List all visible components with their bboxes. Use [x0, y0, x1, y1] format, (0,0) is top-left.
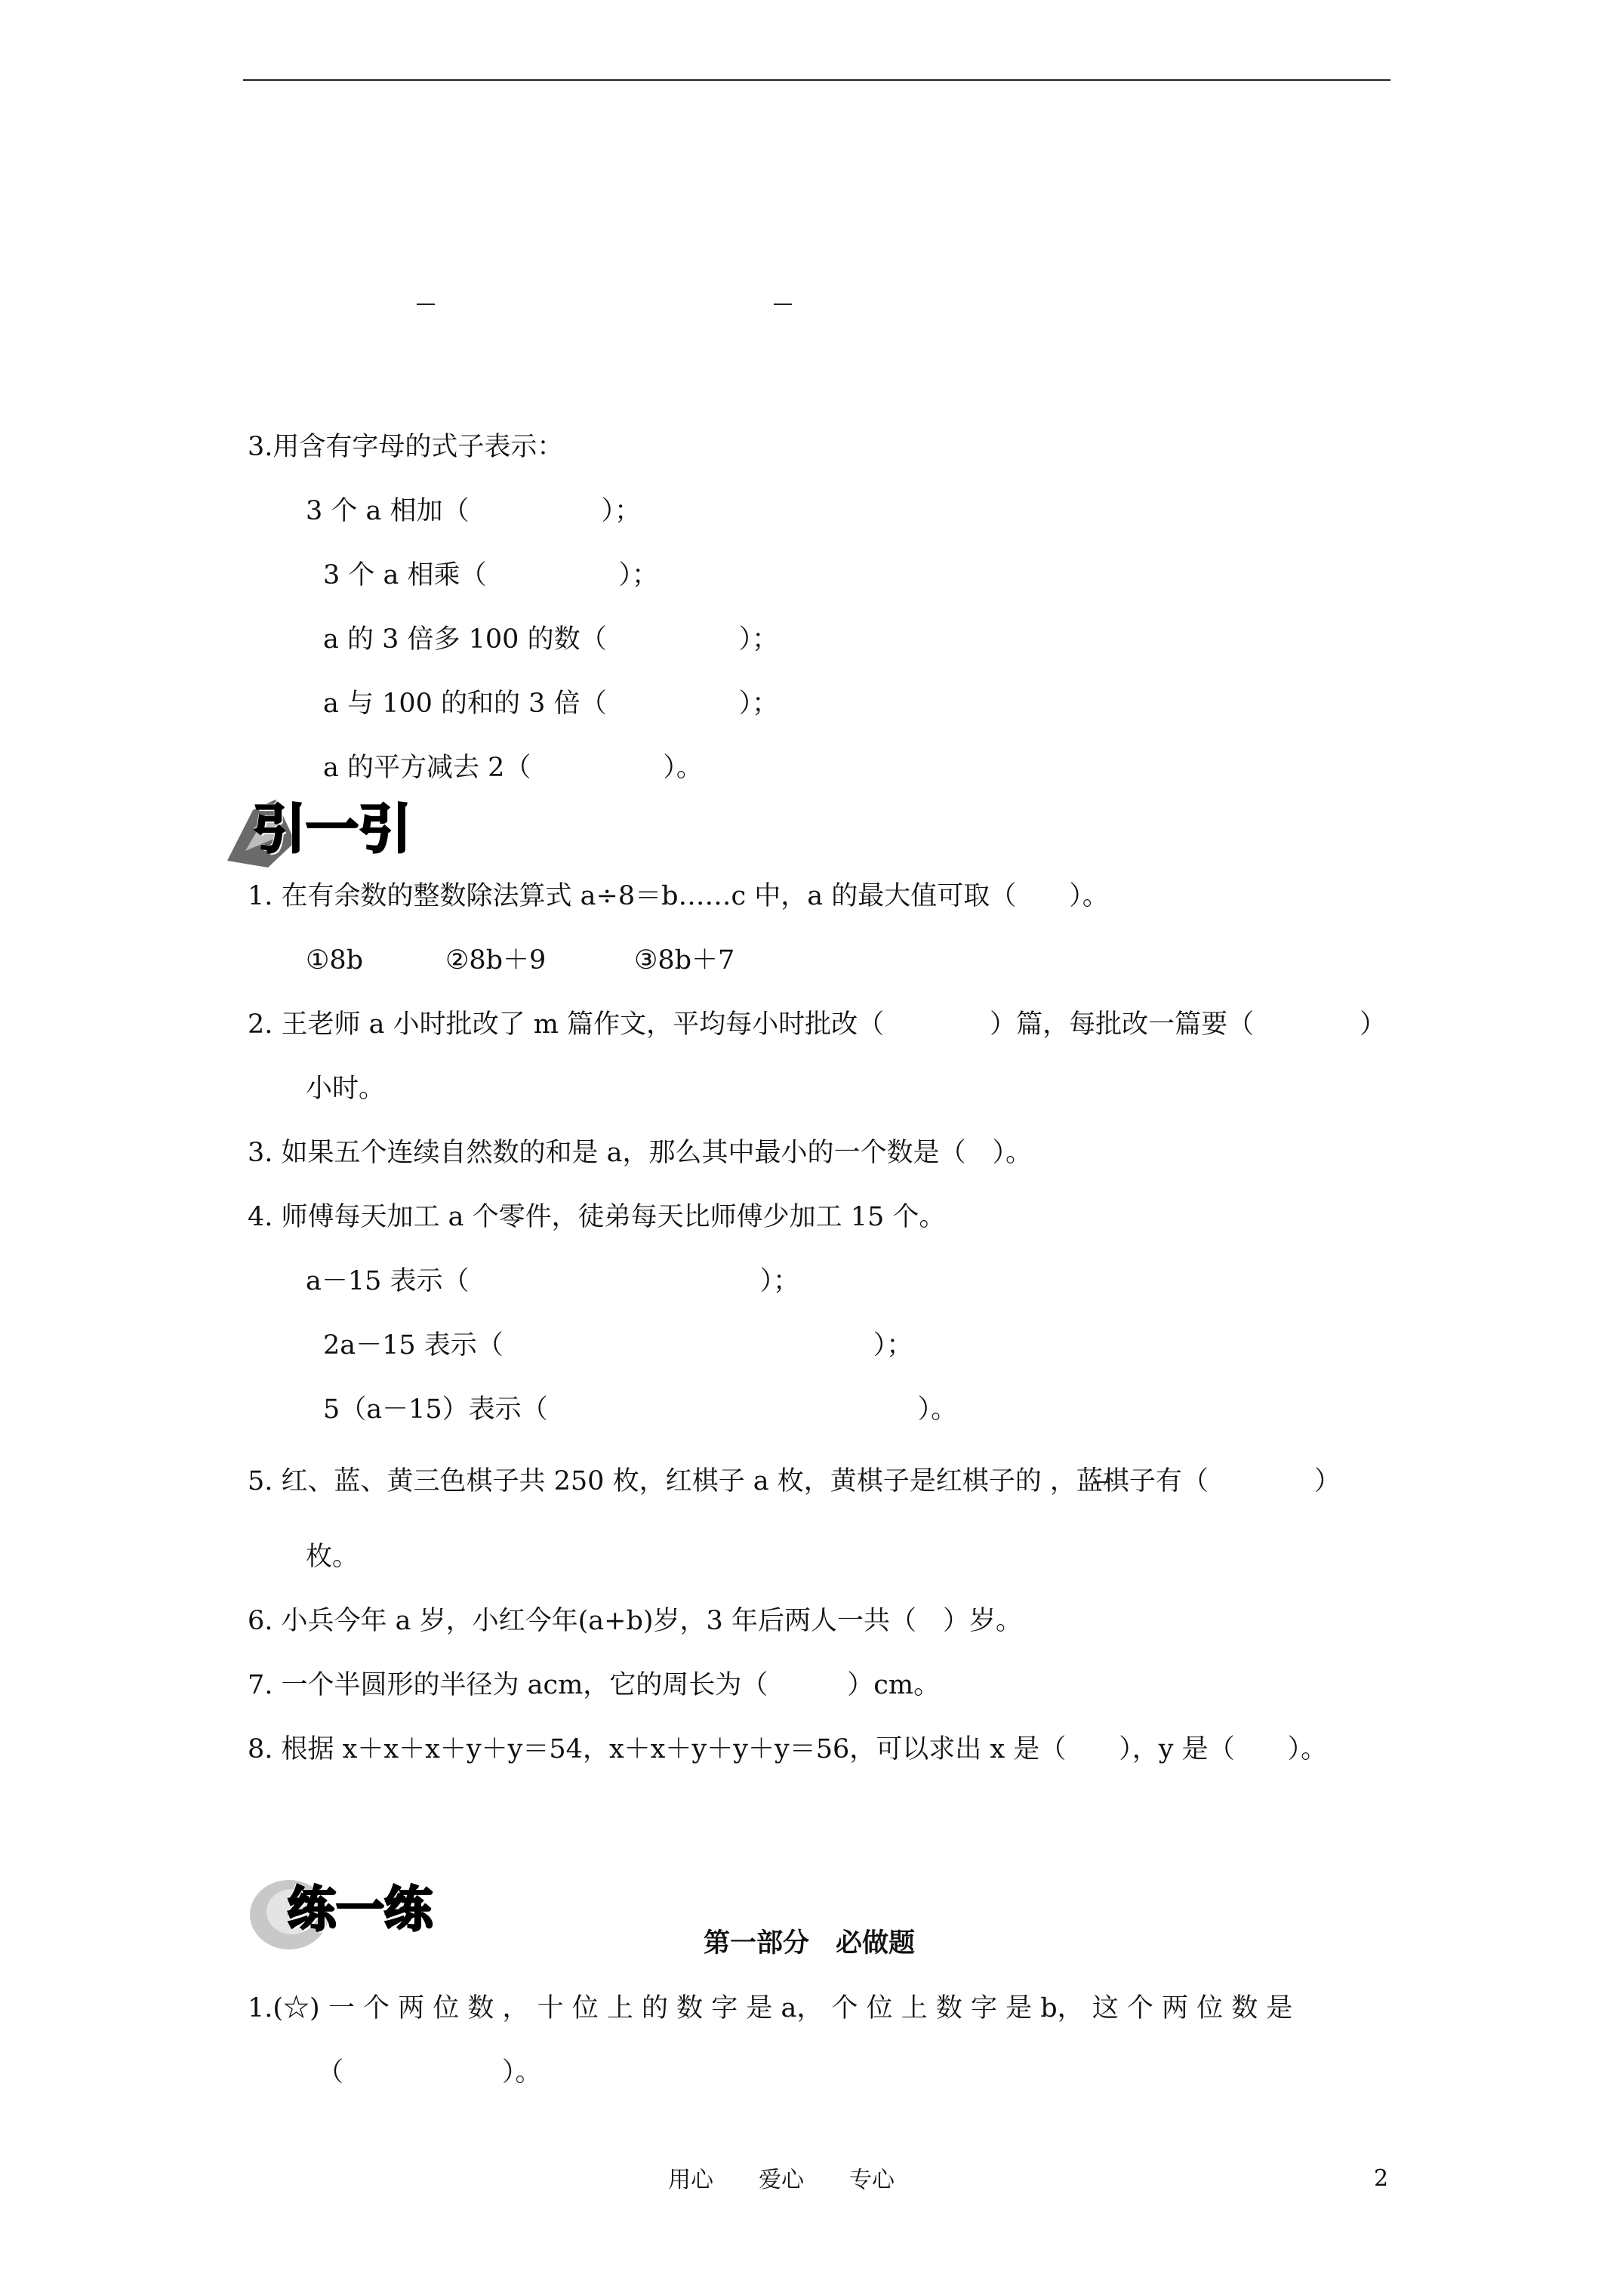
practice-question-1-line-1: 1.(☆) 一 个 两 位 数 ， 十 位 上 的 数 字 是 a， 个 位 上 数 字 是 b， 这 个 两 位 数 是 — [248, 1993, 1293, 2023]
fraction-bar — [774, 304, 792, 305]
practice-question-1-line-2: （ ）。 — [317, 2057, 542, 2088]
question-4: 4. 师傅每天加工 a 个零件，徒弟每天比师傅少加工 15 个。 — [248, 1202, 946, 1232]
fraction-bar — [1093, 1481, 1108, 1483]
question-3-title: 3.用含有字母的式子表示： — [248, 432, 564, 462]
answer-item: a 与 100 的和的 3 倍（ ）； — [323, 689, 779, 719]
header-rule — [243, 79, 1390, 81]
question-2-line-2: 小时。 — [306, 1074, 386, 1104]
badge-label: 练一练 — [288, 1882, 433, 1938]
answer-item: a 的 3 倍多 100 的数（ ）； — [323, 624, 779, 655]
yin-yi-yin-badge — [223, 789, 411, 872]
question-8: 8. 根据 x＋x＋x＋y＋y＝54，x＋x＋y＋y＋y＝56，可以求出 x 是（ ），y 是（ ）。 — [248, 1734, 1328, 1764]
option-3: ③8b＋7 — [634, 945, 735, 975]
footer-slogan: 用心 爱心 专心 — [668, 2167, 895, 2193]
lian-yi-lian-badge — [245, 1865, 442, 1955]
answer-item: 3 个 a 相加（ ）； — [306, 496, 642, 526]
question-5-line-2: 枚。 — [306, 1542, 359, 1572]
question-6: 6. 小兵今年 a 岁，小红今年(a+b)岁，3 年后两人一共（ ）岁。 — [248, 1606, 1022, 1636]
page-number: 2 — [1374, 2165, 1389, 2192]
question-1: 1. 在有余数的整数除法算式 a÷8＝b……c 中，a 的最大值可取（ ）。 — [248, 881, 1109, 911]
question-7: 7. 一个半圆形的半径为 acm，它的周长为（ ）cm。 — [248, 1670, 941, 1700]
question-3: 3. 如果五个连续自然数的和是 a，那么其中最小的一个数是（ ）。 — [248, 1138, 1033, 1168]
answer-item: a－15 表示（ ）； — [306, 1266, 800, 1296]
answer-item: 3 个 a 相乘（ ）； — [323, 560, 659, 590]
answer-item: a 的平方减去 2（ ）。 — [323, 753, 703, 783]
option-1: ①8b — [306, 945, 364, 975]
fraction-bar — [417, 304, 435, 305]
part-title: 第一部分 必做题 — [704, 1928, 916, 1959]
option-2: ②8b＋9 — [445, 945, 547, 975]
question-2-line-1: 2. 王老师 a 小时批改了 m 篇作文，平均每小时批改（ ）篇，每批改一篇要（ ） — [248, 1009, 1387, 1040]
answer-item: 2a－15 表示（ ）； — [323, 1330, 913, 1361]
answer-item: 5（a－15）表示（ ）。 — [323, 1395, 958, 1425]
badge-label: 引一引 — [253, 798, 411, 860]
question-5-line-1: 5. 红、蓝、黄三色棋子共 250 枚，红棋子 a 枚，黄棋子是红棋子的 ，蓝棋子有（ ） — [248, 1466, 1341, 1496]
